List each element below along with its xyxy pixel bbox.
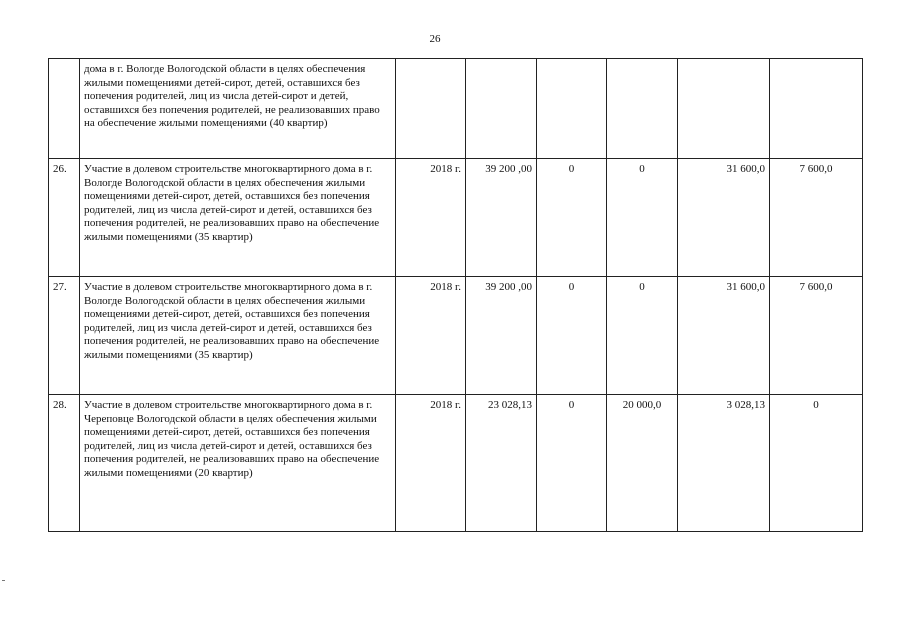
table-row bbox=[49, 277, 863, 395]
row-number: 28. bbox=[49, 395, 80, 532]
row-col-4 bbox=[678, 59, 770, 159]
row-col-2: 0 bbox=[537, 159, 607, 277]
row-col-5: 0 bbox=[770, 395, 863, 532]
row-col-4: 31 600,0 bbox=[678, 159, 770, 277]
row-year: 2018 г. bbox=[396, 277, 466, 395]
row-description: Участие в долевом строительстве многоквартирного дома в г. Вологде Вологодской области в целях обеспечения жилыми помещениями детей-сирот, детей, оставшихся без попечения родителей, лиц из числа детей-сирот и детей, оставшихся без попечения родителей, не реализовавших право на обеспечение жилыми помещениями (35 квартир) bbox=[80, 277, 396, 395]
row-col-2: 0 bbox=[537, 395, 607, 532]
page-number: 26 bbox=[429, 33, 441, 45]
row-col-5: 7 600,0 bbox=[770, 277, 863, 395]
row-number: 27. bbox=[49, 277, 80, 395]
row-year bbox=[396, 59, 466, 159]
row-number bbox=[49, 59, 80, 159]
row-year: 2018 г. bbox=[396, 395, 466, 532]
row-col-5 bbox=[770, 59, 863, 159]
table-row bbox=[49, 59, 863, 159]
scan-artifact bbox=[2, 580, 5, 581]
row-col-4: 3 028,13 bbox=[678, 395, 770, 532]
row-col-5: 7 600,0 bbox=[770, 159, 863, 277]
program-table bbox=[48, 58, 863, 532]
row-total: 23 028,13 bbox=[466, 395, 537, 532]
row-col-3 bbox=[607, 59, 678, 159]
row-col-3: 0 bbox=[607, 277, 678, 395]
row-description: Участие в долевом строительстве многоквартирного дома в г. Череповце Вологодской области в целях обеспечения жилыми помещениями детей-сирот, детей, оставшихся без попечения родителей, лиц из числа детей-сирот и детей, оставшихся без попечения родителей, не реализовавших право на обеспечение жилыми помещениями (20 квартир) bbox=[80, 395, 396, 532]
row-total: 39 200 ,00 bbox=[466, 159, 537, 277]
table-row bbox=[49, 159, 863, 277]
row-col-4: 31 600,0 bbox=[678, 277, 770, 395]
row-col-2: 0 bbox=[537, 277, 607, 395]
row-total bbox=[466, 59, 537, 159]
row-total: 39 200 ,00 bbox=[466, 277, 537, 395]
row-col-2 bbox=[537, 59, 607, 159]
row-col-3: 20 000,0 bbox=[607, 395, 678, 532]
row-year: 2018 г. bbox=[396, 159, 466, 277]
table-row bbox=[49, 395, 863, 532]
row-description: дома в г. Вологде Вологодской области в целях обеспечения жилыми помещениями детей-сирот, детей, оставшихся без попечения родителей, лиц из числа детей-сирот и детей, оставшихся без попечения родителей, не реализовавших право на обеспечение жилыми помещениями (40 квартир) bbox=[80, 59, 396, 159]
row-col-3: 0 bbox=[607, 159, 678, 277]
row-description: Участие в долевом строительстве многоквартирного дома в г. Вологде Вологодской области в целях обеспечения жилыми помещениями детей-сирот, детей, оставшихся без попечения родителей, лиц из числа детей-сирот и детей, оставшихся без попечения родителей, не реализовавших право на обеспечение жилыми помещениями (35 квартир) bbox=[80, 159, 396, 277]
row-number: 26. bbox=[49, 159, 80, 277]
